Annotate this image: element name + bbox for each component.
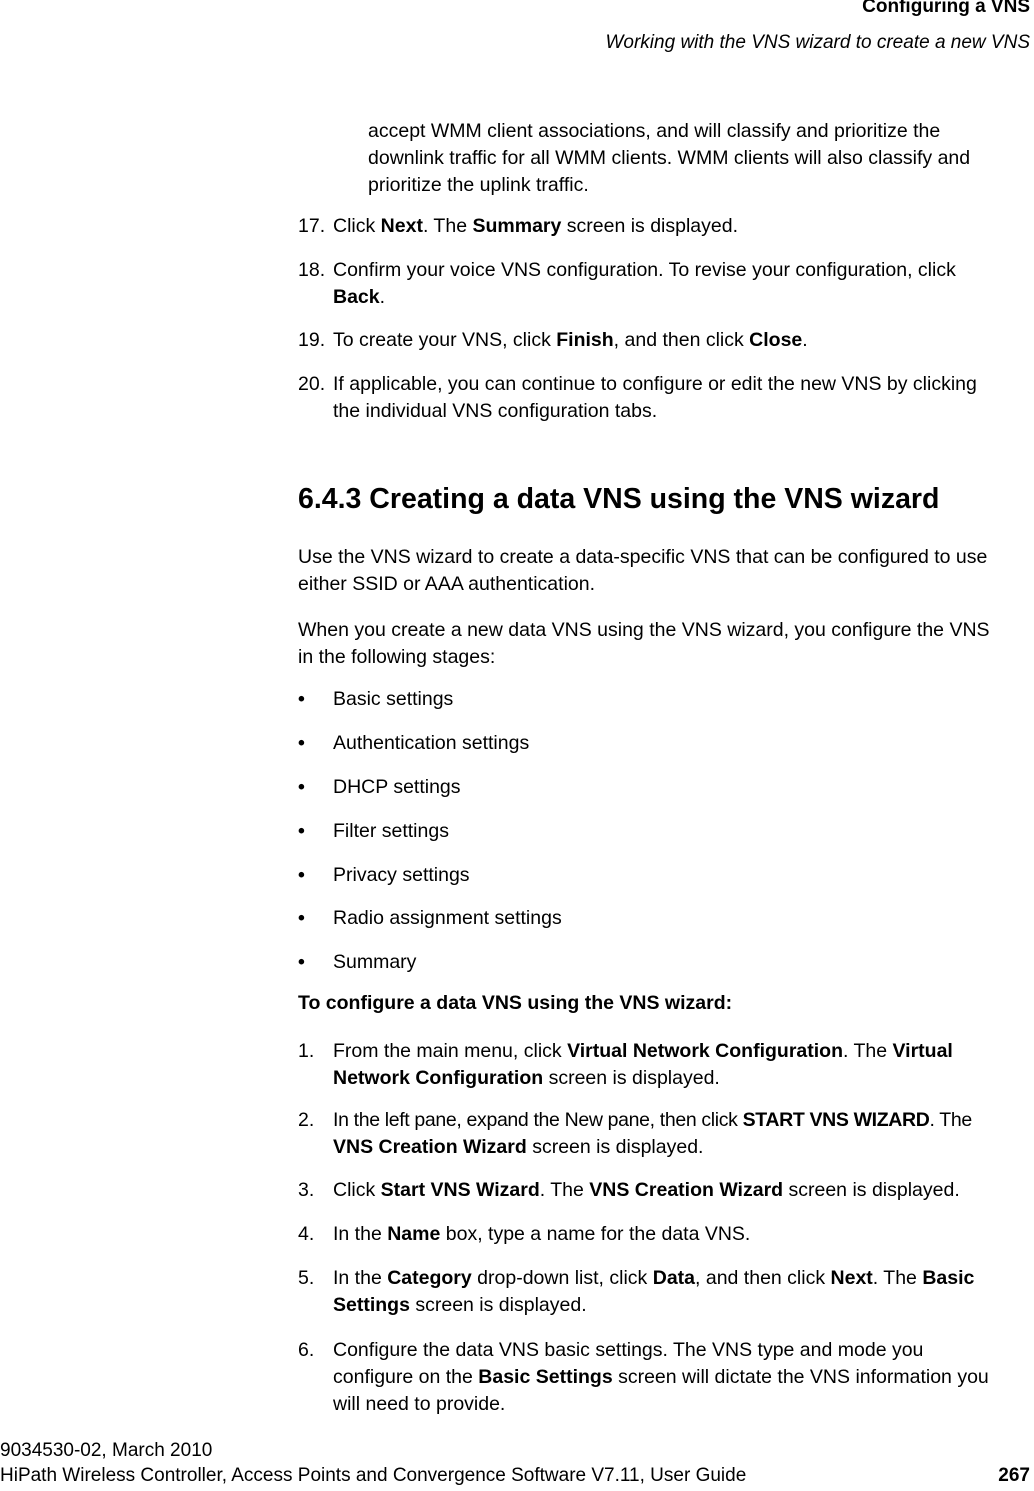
ui-term: Data [652, 1267, 696, 1289]
ui-term: Close [749, 329, 803, 351]
text-line: From the main menu, click Virtual Network Configuration. The Virtual [333, 1040, 953, 1062]
ui-term: START VNS WIZARD [742, 1109, 930, 1131]
ui-term: Settings [333, 1294, 410, 1316]
text-line: Configure the data VNS basic settings. The VNS type and mode you [333, 1339, 924, 1361]
text-line: either SSID or AAA authentication. [298, 573, 596, 595]
bullet-icon: • [298, 820, 305, 842]
text-line: will need to provide. [333, 1393, 506, 1415]
text-line: In the left pane, expand the New pane, then click START VNS WIZARD. The [333, 1109, 972, 1131]
running-header-subtitle: Working with the VNS wizard to create a new VNS [605, 32, 1030, 53]
step-number: 5. [298, 1267, 315, 1289]
footer-guide-title: HiPath Wireless Controller, Access Points and Convergence Software V7.11, User Guide [0, 1465, 747, 1486]
page-number: 267 [998, 1465, 1030, 1486]
step-1-text [333, 1038, 1033, 1092]
bullet-icon: • [298, 732, 305, 754]
step-6-text [333, 1337, 1033, 1418]
step-number: 20. [298, 373, 326, 395]
ui-term: Basic Settings [478, 1366, 613, 1388]
section-heading: 6.4.3 Creating a data VNS using the VNS wizard [298, 483, 940, 515]
step-number: 17. [298, 215, 326, 237]
ui-term: Finish [556, 329, 614, 351]
ui-term: Back [333, 286, 380, 308]
text-line: in the following stages: [298, 646, 496, 668]
text-line: the individual VNS configuration tabs. [333, 400, 658, 422]
stage-item: Basic settings [333, 688, 454, 710]
text-line: If applicable, you can continue to configure or edit the new VNS by clicking [333, 373, 977, 395]
step-number: 19. [298, 329, 326, 351]
procedure-title: To configure a data VNS using the VNS wizard: [298, 992, 733, 1014]
ui-term: Summary [472, 215, 562, 237]
step-number: 1. [298, 1040, 315, 1062]
step-20-text [333, 371, 1033, 425]
intro-paragraph-2 [298, 617, 990, 671]
ui-term: Start VNS Wizard [380, 1179, 540, 1201]
text-line: When you create a new data VNS using the VNS wizard, you configure the VNS [298, 619, 990, 641]
step-18-text [333, 257, 1033, 311]
ui-term: Name [387, 1223, 441, 1245]
ui-term: Next [830, 1267, 873, 1289]
bullet-icon: • [298, 776, 305, 798]
ui-term: VNS Creation Wizard [333, 1136, 527, 1158]
text-line: Confirm your voice VNS configuration. To revise your configuration, click [333, 259, 956, 281]
bullet-icon: • [298, 907, 305, 929]
ui-term: Next [380, 215, 423, 237]
step-number: 2. [298, 1109, 315, 1131]
step-number: 18. [298, 259, 326, 281]
step-5-text [333, 1265, 1033, 1319]
text-line: accept WMM client associations, and will classify and prioritize the [368, 120, 941, 142]
ui-term: Virtual Network Configuration [567, 1040, 843, 1062]
step-number: 6. [298, 1339, 315, 1361]
stage-item: Authentication settings [333, 732, 530, 754]
step-2-text [333, 1107, 1033, 1161]
text-line: VNS Creation Wizard screen is displayed. [333, 1136, 704, 1158]
text-line: Settings screen is displayed. [333, 1294, 587, 1316]
stage-item: DHCP settings [333, 776, 461, 798]
ui-term: Network Configuration [333, 1067, 544, 1089]
step-3-text: Click Start VNS Wizard. The VNS Creation Wizard screen is displayed. [333, 1179, 960, 1201]
continuation-paragraph [368, 118, 970, 199]
stage-item: Filter settings [333, 820, 449, 842]
step-number: 3. [298, 1179, 315, 1201]
footer-doc-id: 9034530-02, March 2010 [0, 1440, 213, 1461]
ui-term: Basic [922, 1267, 975, 1289]
intro-paragraph-1 [298, 544, 987, 598]
running-header-title: Configuring a VNS [862, 0, 1030, 17]
ui-term: VNS Creation Wizard [589, 1179, 784, 1201]
text-line: prioritize the uplink traffic. [368, 174, 589, 196]
ui-term: Virtual [892, 1040, 953, 1062]
ui-term: Category [387, 1267, 472, 1289]
text-line: Network Configuration screen is displayed. [333, 1067, 720, 1089]
text-line: downlink traffic for all WMM clients. WMM clients will also classify and [368, 147, 971, 169]
step-number: 4. [298, 1223, 315, 1245]
text-line: Use the VNS wizard to create a data-specific VNS that can be configured to use [298, 546, 988, 568]
text-line: Back. [333, 286, 386, 308]
stage-item: Summary [333, 951, 417, 973]
step-4-text: In the Name box, type a name for the data VNS. [333, 1223, 751, 1245]
bullet-icon: • [298, 688, 305, 710]
stage-item: Privacy settings [333, 864, 470, 886]
step-19-text: To create your VNS, click Finish, and then click Close. [333, 329, 808, 351]
step-17-text: Click Next. The Summary screen is displayed. [333, 215, 739, 237]
stage-item: Radio assignment settings [333, 907, 562, 929]
bullet-icon: • [298, 951, 305, 973]
text-line: In the Category drop-down list, click Data, and then click Next. The Basic [333, 1267, 975, 1289]
bullet-icon: • [298, 864, 305, 886]
text-line: configure on the Basic Settings screen will dictate the VNS information you [333, 1366, 989, 1388]
